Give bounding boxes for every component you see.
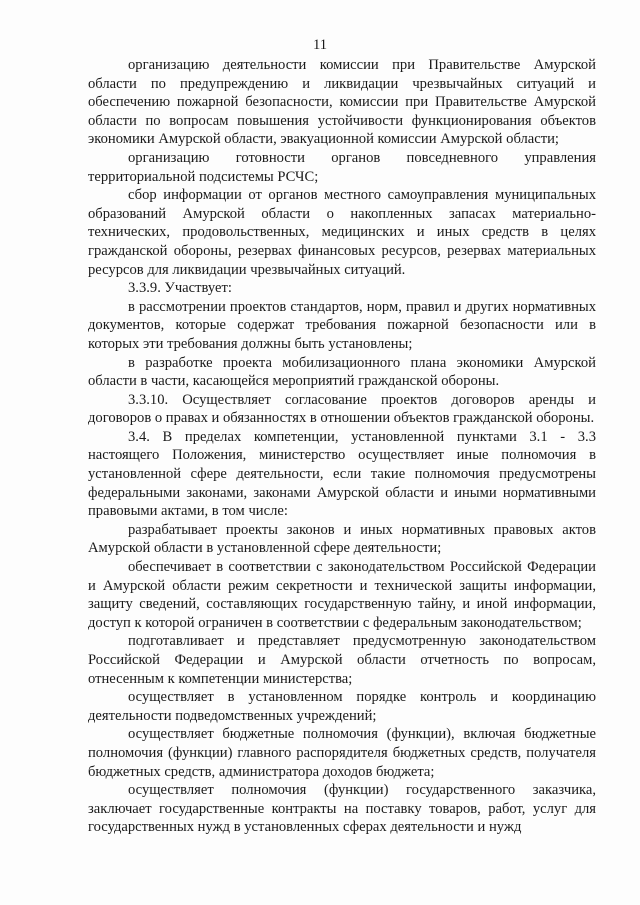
page-number: 11 bbox=[312, 37, 328, 53]
paragraph-readiness-organization: организацию готовности органов повседневного управления территориальной подсистемы РСЧС; bbox=[88, 149, 596, 185]
paragraph-mobilization-plan: в разработке проекта мобилизационного плана экономики Амурской области в части, касающейся мероприятий гражданской обороны. bbox=[88, 354, 596, 390]
document-body bbox=[88, 56, 596, 837]
paragraph-state-customer: осуществляет полномочия (функции) государственного заказчика, заключает государственные контракты на поставку товаров, работ, услуг для государственных нужд в установленных сферах деятельности и нужд bbox=[88, 782, 596, 836]
paragraph-secrecy-regime: обеспечивает в соответствии с законодательством Российской Федерации и Амурской области режим секретности и технической защиты информации, защиту сведений, составляющих государственную тайну, и иной информации, доступ к которой ограничен в соответствии с федеральным законодательством; bbox=[88, 559, 596, 631]
paragraph-commission-organization: организацию деятельности комиссии при Правительстве Амурской области по предупреждению и ликвидации чрезвычайных ситуаций и обеспечению пожарной безопасности, комиссии при Правительстве Амурской области по вопросам повышения устойчивости функционирования объектов экономики Амурской области, эвакуационной комиссии Амурской области; bbox=[88, 57, 596, 148]
clause-3-3-10: 3.3.10. Осуществляет согласование проектов договоров аренды и договоров о правах и обязанностях в отношении объектов гражданской обороны. bbox=[88, 391, 596, 427]
paragraph-control-coordination: осуществляет в установленном порядке контроль и координацию деятельности подведомственных учреждений; bbox=[88, 689, 596, 724]
paragraph-reporting: подготавливает и представляет предусмотренную законодательством Российской Федерации и Амурской области отчетность по вопросам, отнесенным к компетенции министерства; bbox=[88, 633, 596, 687]
paragraph-standards-review: в рассмотрении проектов стандартов, норм, правил и других нормативных документов, которые содержат требования пожарной безопасности или в которых эти требования должны быть установлены; bbox=[88, 298, 596, 352]
paragraph-information-collection: сбор информации от органов местного самоуправления муниципальных образований Амурской области о накопленных запасах материально-технических, продовольственных, медицинских и иных средств в целях гражданской обороны, резервах финансовых ресурсов, резервах материальных ресурсов для ликвидации чрезвычайных ситуаций. bbox=[88, 187, 596, 278]
clause-3-3-9-heading: 3.3.9. Участвует: bbox=[128, 280, 232, 297]
paragraph-draft-laws: разрабатывает проекты законов и иных нормативных правовых актов Амурской области в установленной сфере деятельности; bbox=[88, 521, 596, 557]
paragraph-budget-powers: осуществляет бюджетные полномочия (функции), включая бюджетные полномочия (функции) главного распорядителя бюджетных средств, получателя бюджетных средств, администратора доходов бюджета; bbox=[88, 726, 596, 780]
clause-3-4: 3.4. В пределах компетенции, установленной пунктами 3.1 - 3.3 настоящего Положения, министерство осуществляет иные полномочия в установленной сфере деятельности, если такие полномочия предусмотрены федеральными законами, законами Амурской области и иными нормативными правовыми актами, в том числе: bbox=[88, 428, 596, 520]
